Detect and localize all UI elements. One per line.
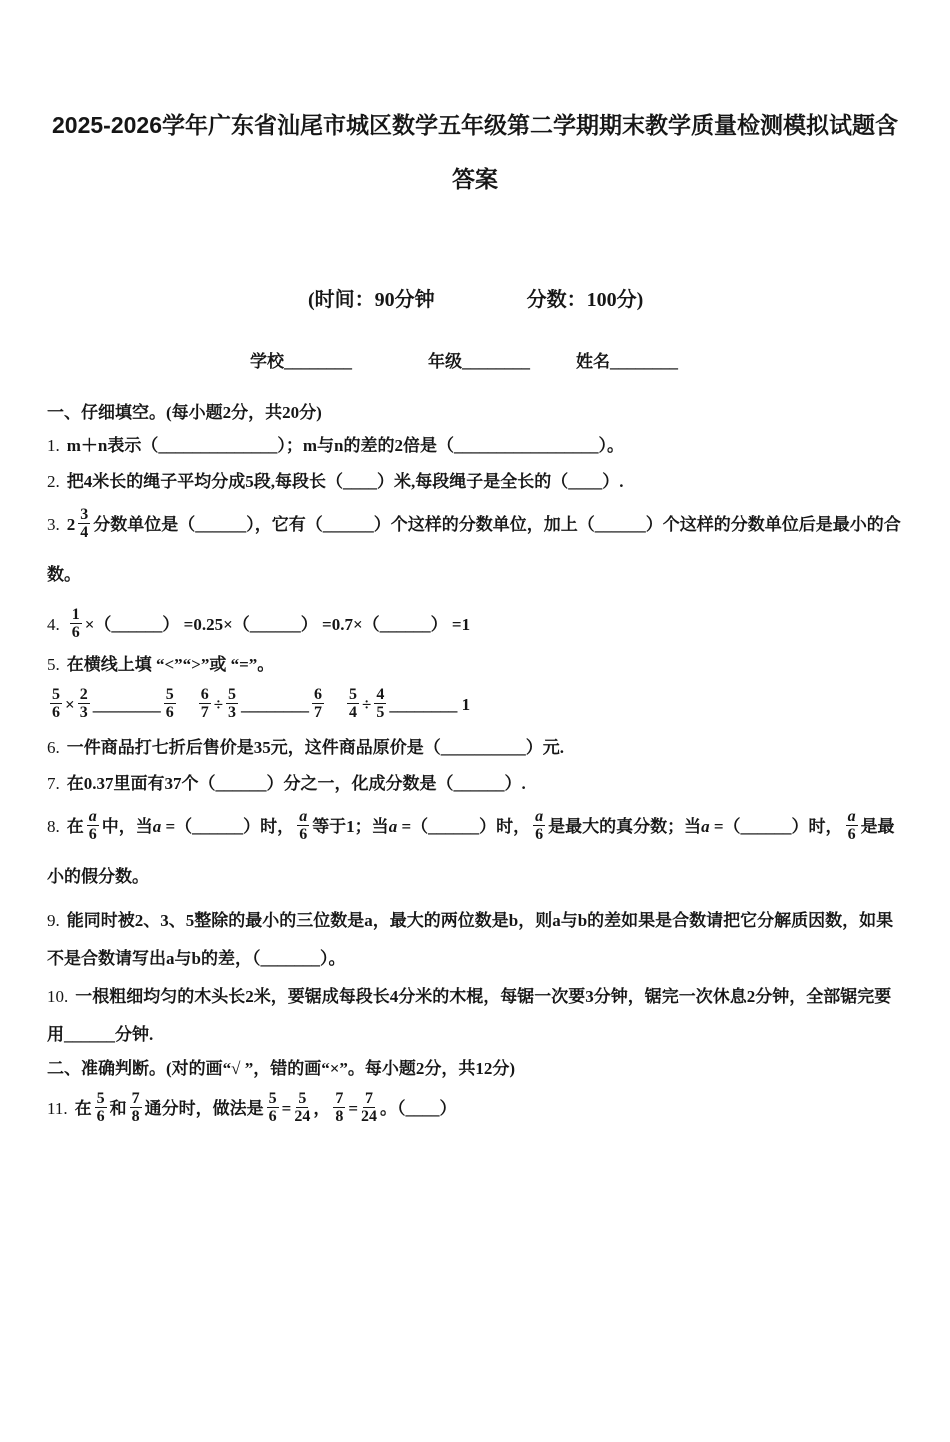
question-number: 10. xyxy=(47,987,69,1006)
question-text: × xyxy=(65,695,75,714)
question-2 xyxy=(47,464,905,500)
question-1 xyxy=(47,428,905,464)
question-number: 9. xyxy=(47,911,60,930)
question-text: 一根粗细均匀的木头长2米，要锯成每段长4分米的木棍，每锯一次要3分钟，锯完一次休息2分钟，全部锯完要用______分钟. xyxy=(47,987,892,1044)
question-text: 2 xyxy=(66,515,76,534)
question-number: 8. xyxy=(47,817,60,836)
fraction: $\frac{5}{4}$ xyxy=(349,685,358,722)
question-number: 3. xyxy=(47,515,60,534)
question-text: a xyxy=(388,817,398,836)
student-info-line xyxy=(250,350,950,374)
fraction: $\frac{5}{6}$ xyxy=(165,685,174,722)
fraction: $\frac{1}{6}$ xyxy=(71,605,80,642)
fraction: $\frac{5}{6}$ xyxy=(268,1089,277,1126)
fraction: $\frac{3}{4}$ xyxy=(80,505,89,542)
question-number: 6. xyxy=(47,738,60,757)
question-11 xyxy=(47,1084,905,1134)
exam-body xyxy=(0,398,950,1134)
question-text: ÷ xyxy=(362,695,372,714)
question-text: 在横线上填 “<”“>”或 “=”。 xyxy=(66,655,275,674)
question-text: 能同时被2、3、5整除的最小的三位数是a，最大的两位数是b，则a与b的差如果是合数请把它分解质因数，如果不是合数请写出a与b的差，（_______）。 xyxy=(47,911,894,968)
question-text: 等于1；当 xyxy=(312,817,389,836)
fraction: $\frac{5}{3}$ xyxy=(228,685,237,722)
question-text: 是最大的真分数；当 xyxy=(548,817,702,836)
fraction: $\frac{a}{6}$ xyxy=(847,807,856,844)
question-text: 在 xyxy=(66,817,84,836)
fraction: $\frac{6}{7}$ xyxy=(314,685,323,722)
question-text: 在0.37里面有37个（______）分之一，化成分数是（______）. xyxy=(66,774,526,793)
question-number: 11. xyxy=(47,1099,68,1118)
question-number: 1. xyxy=(47,436,60,455)
question-text: 。（____） xyxy=(380,1099,457,1118)
question-text: = xyxy=(281,1099,292,1118)
fraction: $\frac{a}{6}$ xyxy=(299,807,308,844)
question-number: 2. xyxy=(47,472,60,491)
school-field: 学校________ xyxy=(250,352,352,371)
question-text: ÷ xyxy=(213,695,224,714)
question-9 xyxy=(47,902,905,978)
fraction: $\frac{7}{24}$ xyxy=(361,1089,377,1126)
fraction: $\frac{6}{7}$ xyxy=(200,685,209,722)
question-number: 5. xyxy=(47,655,60,674)
fraction: $\frac{5}{24}$ xyxy=(294,1089,311,1126)
question-10 xyxy=(47,978,905,1054)
fraction: $\frac{7}{8}$ xyxy=(335,1089,344,1126)
question-text: ×（______） =0.25×（______） =0.7×（______） =1 xyxy=(84,615,471,634)
question-text: = xyxy=(348,1099,358,1118)
question-text: =（______）时， xyxy=(709,817,843,836)
fraction: $\frac{a}{6}$ xyxy=(535,807,544,844)
grade-field: 年级________ xyxy=(428,352,530,371)
question-text: ________ xyxy=(389,695,462,714)
question-5-expressions xyxy=(47,680,905,730)
question-number: 4. xyxy=(47,615,60,634)
question-text: 是最小的假分数。 xyxy=(47,817,895,886)
fraction: $\frac{5}{6}$ xyxy=(52,685,60,722)
question-text: m＋n表示（______________）；m与n的差的2倍是（_________________）。 xyxy=(66,436,624,455)
question-text: 在 xyxy=(74,1099,92,1118)
score-label: 分数：100分) xyxy=(526,289,644,311)
question-text xyxy=(327,695,344,714)
question-text: ， xyxy=(313,1099,331,1118)
question-7 xyxy=(47,766,905,802)
question-text: 1 xyxy=(461,695,471,714)
question-text: =（______）时， xyxy=(397,817,531,836)
question-text: ________ xyxy=(92,695,161,714)
question-4 xyxy=(47,600,905,650)
section1-heading: 一、仔细填空。(每小题2分，共20分) xyxy=(47,403,322,422)
section2-heading: 二、准确判断。(对的画“√ ”，错的画“×”。每小题2分，共12分) xyxy=(47,1059,516,1078)
fraction: $\frac{2}{3}$ xyxy=(79,685,88,722)
time-label: (时间：90分钟 xyxy=(308,289,435,311)
question-text: 和 xyxy=(109,1099,127,1118)
question-text: 通分时，做法是 xyxy=(144,1099,264,1118)
fraction: $\frac{5}{6}$ xyxy=(96,1089,105,1126)
question-text: a xyxy=(152,817,162,836)
name-field: 姓名________ xyxy=(576,352,678,371)
question-text: 分数单位是（______），它有（______）个这样的分数单位，加上（______）个这样的分数单位后是最小的合数。 xyxy=(47,515,901,584)
question-5-heading xyxy=(47,650,905,680)
question-text: ________ xyxy=(241,695,310,714)
question-3 xyxy=(47,500,905,600)
question-text: =（______）时， xyxy=(161,817,295,836)
question-text: 把4米长的绳子平均分成5段,每段长（____）米,每段绳子是全长的（____）. xyxy=(66,472,624,491)
question-8 xyxy=(47,802,905,902)
exam-title xyxy=(0,98,950,206)
exam-title-line2: 答案 xyxy=(452,166,498,192)
exam-title-line1: 2025-2026学年广东省汕尾市城区数学五年级第二学期期末教学质量检测模拟试题含 xyxy=(52,112,898,138)
question-text: 一件商品打七折后售价是35元，这件商品原价是（__________）元. xyxy=(66,738,564,757)
question-text xyxy=(179,695,196,714)
question-text: 中，当 xyxy=(101,817,153,836)
exam-page xyxy=(0,98,950,1442)
question-number: 7. xyxy=(47,774,60,793)
fraction: $\frac{4}{5}$ xyxy=(376,685,385,722)
fraction: $\frac{7}{8}$ xyxy=(131,1089,140,1126)
time-score-line xyxy=(0,286,950,314)
fraction: $\frac{a}{6}$ xyxy=(88,807,97,844)
question-6 xyxy=(47,730,905,766)
question-text: a xyxy=(701,817,710,836)
